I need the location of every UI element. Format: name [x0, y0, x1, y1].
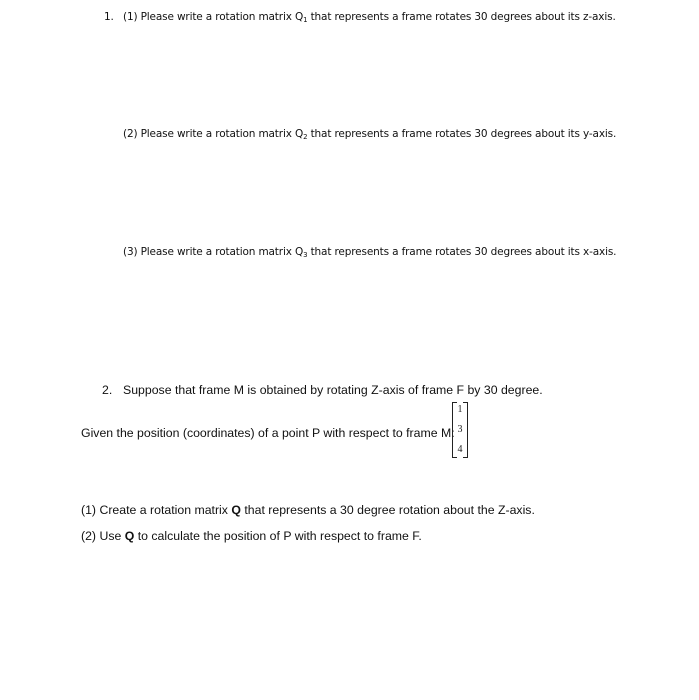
part-1-prefix: (1) Please write a rotation matrix Q	[123, 11, 304, 23]
part-1-subscript: 1	[303, 16, 308, 24]
question-1-part-3	[123, 246, 616, 258]
position-vector	[452, 402, 468, 458]
question-1-number: 1.	[104, 11, 114, 23]
part-1-suffix: that represents a frame rotates 30 degrees about its z-axis.	[307, 11, 616, 23]
part-3-suffix: that represents a frame rotates 30 degrees about its x-axis.	[307, 246, 617, 258]
task-1-suffix: that represents a 30 degree rotation about the Z-axis.	[240, 503, 535, 517]
vector-entry-2: 3	[457, 424, 463, 435]
part-3-subscript: 3	[303, 251, 308, 259]
question-2-task-1	[81, 503, 535, 517]
task-2-bold: Q	[124, 529, 135, 543]
question-1-part-1	[123, 11, 616, 23]
part-2-subscript: 2	[303, 133, 308, 141]
question-1-part-2	[123, 128, 616, 140]
part-2-suffix: that represents a frame rotates 30 degrees about its y-axis.	[307, 128, 617, 140]
vector-entry-1: 1	[457, 404, 463, 415]
part-2-prefix: (2) Please write a rotation matrix Q	[123, 128, 304, 140]
task-2-prefix: (2) Use	[81, 529, 125, 543]
task-1-prefix: (1) Create a rotation matrix	[81, 503, 232, 517]
task-2-suffix: to calculate the position of P with respect to frame F.	[134, 529, 422, 543]
question-2-task-2	[81, 529, 422, 543]
vector-entry-3: 4	[457, 444, 463, 455]
question-1	[104, 11, 114, 23]
task-1-bold: Q	[231, 503, 241, 517]
question-2-number: 2.	[102, 383, 113, 397]
part-3-prefix: (3) Please write a rotation matrix Q	[123, 246, 304, 258]
question-2-given: Given the position (coordinates) of a point P with respect to frame M:	[81, 426, 455, 440]
question-2-intro: Suppose that frame M is obtained by rotating Z-axis of frame F by 30 degree.	[123, 383, 543, 397]
